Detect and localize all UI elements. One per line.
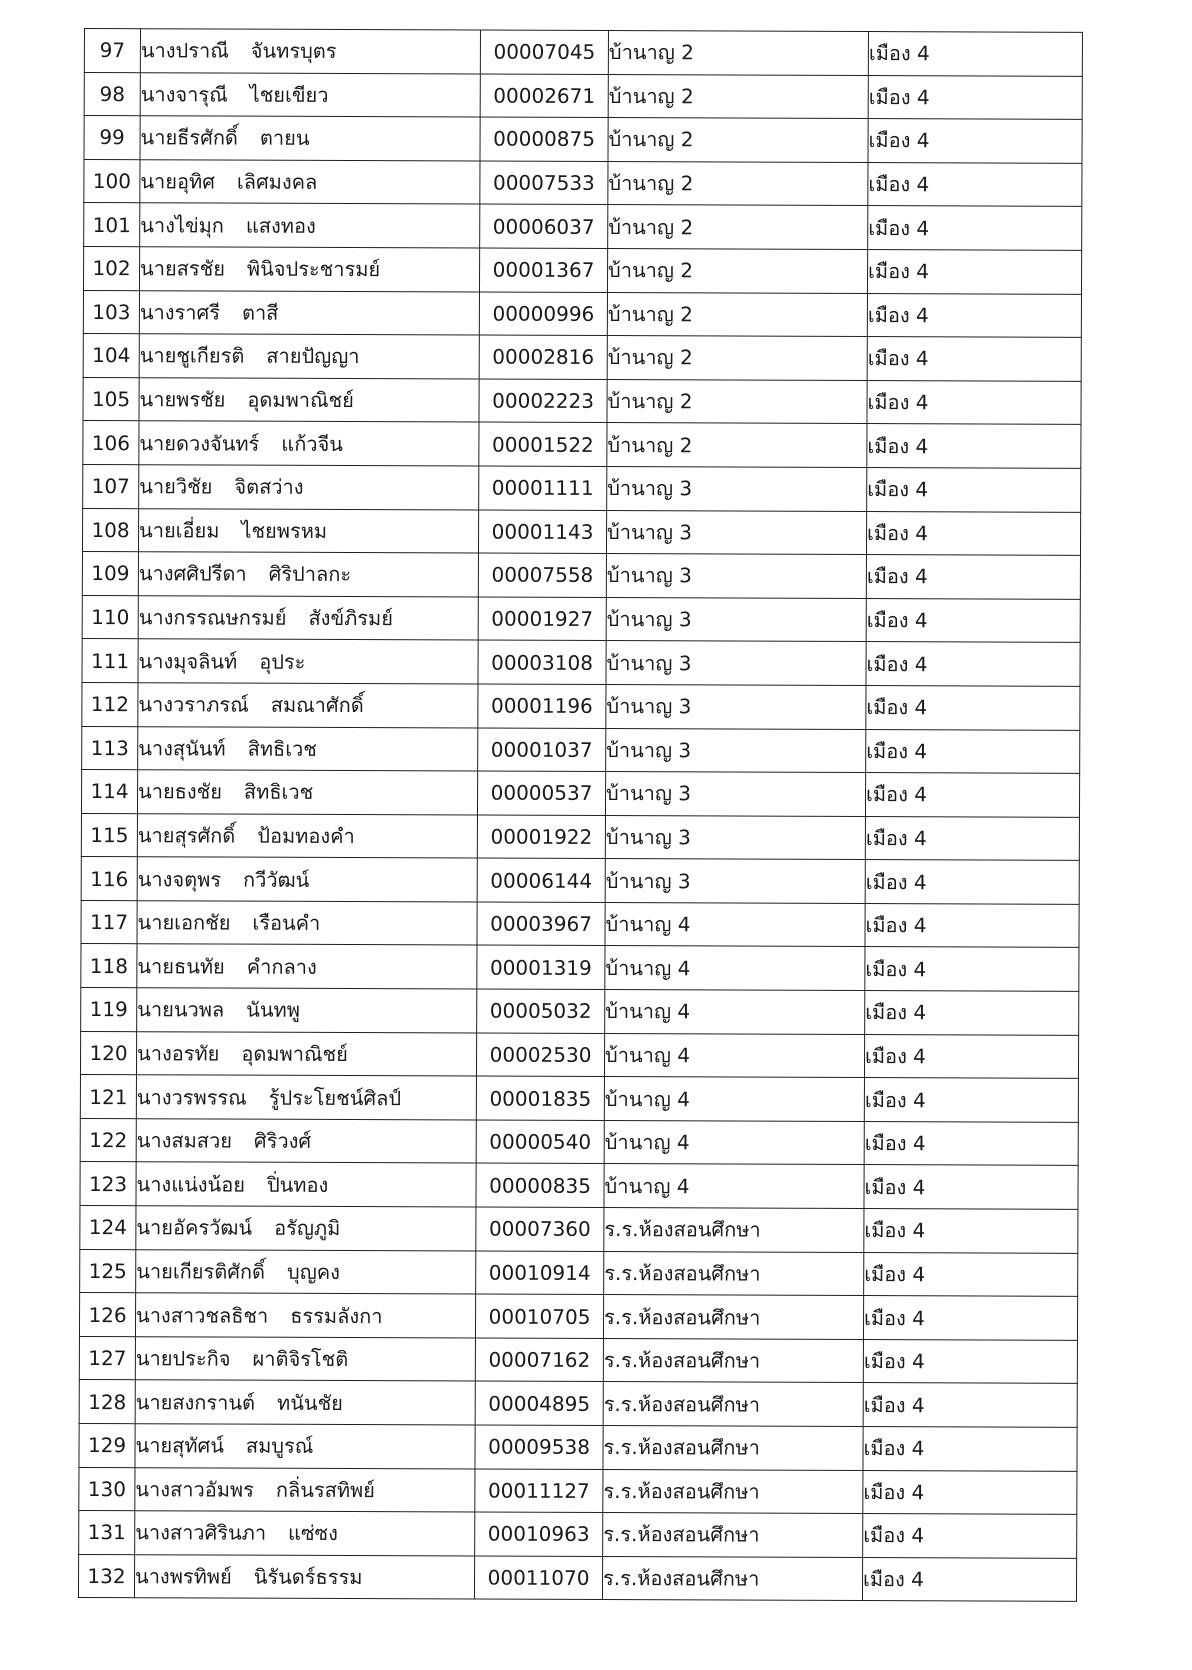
member-name [136, 1206, 476, 1251]
member-id: 00000540 [476, 1120, 604, 1164]
member-id: 00000537 [477, 771, 605, 815]
school-name: บ้านาญ 2 [607, 248, 867, 293]
member-id: 00010914 [476, 1251, 604, 1295]
member-first-name: นางสาวศิรินภา [135, 1520, 267, 1546]
school-name: บ้านาญ 3 [607, 466, 867, 511]
table-row [81, 857, 1079, 904]
member-first-name: นางแน่งน้อย [136, 1171, 246, 1197]
row-number: 126 [79, 1293, 135, 1337]
table-row [82, 726, 1080, 773]
member-first-name: นายดวงจันทร์ [139, 430, 260, 456]
district-name: เมือง 4 [863, 1427, 1077, 1471]
school-name: บ้านาญ 4 [604, 1033, 864, 1078]
school-name: ร.ร.ห้องสอนศึกษา [603, 1469, 863, 1514]
member-last-name: สมณาศักดิ์ [270, 692, 364, 718]
member-last-name: อุดมพาณิชย์ [247, 387, 354, 413]
school-name: บ้านาญ 3 [606, 510, 866, 555]
member-last-name: ผาติจิรโชติ [252, 1346, 349, 1372]
member-last-name: อุประ [259, 649, 306, 674]
member-id: 00007360 [476, 1207, 604, 1251]
table-row [81, 813, 1079, 860]
row-number: 106 [83, 421, 139, 465]
row-number: 113 [82, 726, 138, 770]
school-name: บ้านาญ 2 [607, 423, 867, 468]
district-name: เมือง 4 [862, 1557, 1076, 1601]
member-last-name: คำกลาง [246, 954, 317, 979]
district-name: เมือง 4 [865, 773, 1079, 817]
row-number: 129 [79, 1423, 135, 1467]
row-number: 109 [82, 552, 138, 596]
table-row [79, 1336, 1077, 1383]
school-name: บ้านาญ 2 [607, 379, 867, 424]
school-name: บ้านาญ 3 [605, 772, 865, 817]
district-name: เมือง 4 [867, 467, 1081, 511]
district-name: เมือง 4 [867, 293, 1081, 337]
member-last-name: จันทรบุตร [250, 38, 337, 64]
school-name: ร.ร.ห้องสอนศึกษา [603, 1382, 863, 1427]
table-row [82, 552, 1080, 599]
member-first-name: นายสุทัศน์ [135, 1433, 224, 1458]
member-name [136, 1075, 476, 1120]
district-name: เมือง 4 [866, 685, 1080, 729]
member-first-name: นายธงชัย [138, 779, 223, 804]
row-number: 108 [82, 508, 138, 552]
member-id: 00002671 [480, 74, 608, 118]
table-row [84, 203, 1082, 250]
row-number: 119 [81, 988, 137, 1032]
member-name [140, 159, 480, 204]
member-name [138, 595, 478, 640]
table-row [80, 1031, 1078, 1078]
member-last-name: กลิ่นรสทิพย์ [275, 1477, 375, 1503]
member-first-name: นายธีรศักดิ์ [140, 125, 238, 151]
row-number: 128 [79, 1380, 135, 1424]
member-first-name: นางสาวอัมพร [135, 1477, 254, 1502]
district-name: เมือง 4 [864, 1165, 1078, 1209]
school-name: บ้านาญ 3 [605, 859, 865, 904]
member-last-name: นิรันดร์ธรรม [253, 1564, 363, 1590]
table-row [82, 639, 1080, 686]
member-name [138, 639, 478, 684]
member-first-name: นางไข่มุก [140, 212, 224, 238]
row-number: 112 [82, 682, 138, 726]
member-last-name: พินิจประชารมย์ [246, 256, 381, 282]
row-number: 111 [82, 639, 138, 683]
row-number: 130 [79, 1467, 135, 1511]
school-name: บ้านาญ 2 [608, 205, 868, 250]
district-name: เมือง 4 [865, 903, 1079, 947]
row-number: 118 [81, 944, 137, 988]
member-first-name: นายประกิจ [135, 1346, 231, 1371]
school-name: บ้านาญ 2 [608, 74, 868, 119]
member-last-name: สายปัญญา [266, 344, 360, 369]
member-first-name: นางจตุพร [137, 866, 222, 892]
member-name [137, 770, 477, 815]
row-number: 99 [84, 116, 140, 160]
district-name: เมือง 4 [863, 1383, 1077, 1427]
table-row [84, 159, 1082, 206]
table-row [84, 29, 1082, 76]
member-id: 00001522 [479, 422, 607, 466]
member-last-name: ตาสี [241, 300, 279, 325]
member-last-name: อรัญภูมิ [274, 1216, 341, 1241]
table-row [81, 900, 1079, 947]
table-row [83, 421, 1081, 468]
table-row [80, 1206, 1078, 1253]
member-first-name: นางสาวชลธิชา [136, 1302, 269, 1328]
member-last-name: ศิริปาลกะ [268, 562, 352, 587]
member-name [135, 1337, 475, 1382]
member-id: 00000996 [479, 292, 607, 336]
member-first-name: นายชูเกียรติ [139, 343, 245, 369]
member-id: 00002816 [479, 335, 607, 379]
member-name [139, 334, 479, 379]
table-row [81, 988, 1079, 1035]
member-id: 00001037 [478, 728, 606, 772]
member-name [137, 988, 477, 1033]
member-name [135, 1293, 475, 1338]
row-number: 101 [84, 203, 140, 247]
member-roster-table [78, 28, 1083, 1602]
member-id: 00005032 [477, 989, 605, 1033]
member-name [139, 465, 479, 510]
member-name [136, 1249, 476, 1294]
member-id: 00002223 [479, 379, 607, 423]
member-last-name: แซ่ซง [288, 1521, 338, 1546]
member-first-name: นายเอกชัย [137, 910, 231, 935]
member-last-name: เลิศมงคล [236, 169, 318, 194]
member-last-name: สิทธิเวช [247, 736, 317, 761]
member-id: 00001367 [479, 248, 607, 292]
row-number: 115 [81, 813, 137, 857]
school-name: ร.ร.ห้องสอนศึกษา [603, 1295, 863, 1340]
district-name: เมือง 4 [865, 860, 1079, 904]
member-last-name: จิตสว่าง [234, 474, 304, 500]
table-row [83, 246, 1081, 293]
member-last-name: ไชยพรหม [241, 518, 328, 543]
member-id: 00007533 [480, 161, 608, 205]
member-first-name: นายอัครวัฒน์ [136, 1215, 253, 1240]
member-id: 00000835 [476, 1163, 604, 1207]
member-last-name: ศิริวงศ์ [253, 1128, 312, 1154]
table-row [84, 116, 1082, 163]
district-name: เมือง 4 [866, 511, 1080, 555]
member-last-name: บุญคง [286, 1259, 340, 1284]
table-row [83, 334, 1081, 381]
member-id: 00001196 [478, 684, 606, 728]
member-name [136, 1119, 476, 1164]
school-name: บ้านาญ 2 [608, 161, 868, 206]
row-number: 107 [83, 464, 139, 508]
row-number: 98 [84, 72, 140, 116]
school-name: บ้านาญ 3 [605, 815, 865, 860]
table-row [78, 1554, 1076, 1601]
member-name [138, 508, 478, 553]
member-id: 00007162 [475, 1338, 603, 1382]
member-first-name: นางอรทัย [137, 1041, 220, 1066]
member-last-name: กวีวัฒน์ [242, 867, 310, 892]
row-number: 123 [80, 1162, 136, 1206]
school-name: บ้านาญ 4 [605, 946, 865, 991]
row-number: 116 [81, 857, 137, 901]
member-first-name: นายสรชัย [140, 256, 225, 281]
member-name [139, 290, 479, 335]
table-row [79, 1467, 1077, 1514]
member-first-name: นางวรพรรณ [136, 1084, 247, 1110]
member-first-name: นายสุรศักดิ์ [137, 823, 236, 848]
district-name: เมือง 4 [865, 947, 1079, 991]
member-id: 00000875 [480, 117, 608, 161]
roster-table-body [78, 29, 1082, 1602]
school-name: ร.ร.ห้องสอนศึกษา [604, 1208, 864, 1253]
district-name: เมือง 4 [863, 1470, 1077, 1514]
member-last-name: ทนันชัย [277, 1390, 343, 1415]
table-row [80, 1075, 1078, 1122]
member-name [137, 813, 477, 858]
member-id: 00003967 [477, 902, 605, 946]
member-name [137, 857, 477, 902]
row-number: 104 [83, 334, 139, 378]
member-first-name: นางสุนันท์ [138, 736, 226, 761]
school-name: บ้านาญ 2 [608, 31, 868, 76]
member-name [140, 203, 480, 248]
school-name: บ้านาญ 3 [606, 684, 866, 729]
member-first-name: นางมุจลินท์ [138, 648, 238, 674]
district-name: เมือง 4 [866, 555, 1080, 599]
school-name: บ้านาญ 3 [606, 641, 866, 686]
member-last-name: สิทธิเวช [243, 780, 314, 805]
member-id: 00006144 [477, 858, 605, 902]
school-name: บ้านาญ 2 [607, 336, 867, 381]
row-number: 124 [80, 1206, 136, 1250]
district-name: เมือง 4 [867, 337, 1081, 381]
table-row [83, 290, 1081, 337]
member-id: 00002530 [476, 1033, 604, 1077]
member-name [139, 247, 479, 292]
member-id: 00010705 [475, 1294, 603, 1338]
member-id: 00010963 [475, 1512, 603, 1556]
district-name: เมือง 4 [866, 729, 1080, 773]
school-name: บ้านาญ 4 [604, 1077, 864, 1122]
member-id: 00007045 [480, 30, 608, 74]
table-row [79, 1423, 1077, 1470]
member-name [138, 683, 478, 728]
member-name [136, 1162, 476, 1207]
table-row [84, 72, 1082, 119]
district-name: เมือง 4 [868, 206, 1082, 250]
row-number: 120 [80, 1031, 136, 1075]
member-last-name: อุดมพาณิชย์ [241, 1041, 348, 1066]
member-name [138, 552, 478, 597]
member-name [135, 1467, 475, 1512]
member-id: 00001927 [478, 597, 606, 641]
member-first-name: นายสงกรานต์ [135, 1389, 256, 1415]
member-name [134, 1554, 474, 1599]
table-row [82, 595, 1080, 642]
district-name: เมือง 4 [863, 1339, 1077, 1383]
member-name [135, 1380, 475, 1425]
school-name: บ้านาญ 3 [606, 597, 866, 642]
member-name [138, 726, 478, 771]
member-last-name: นันทพู [246, 997, 300, 1023]
district-name: เมือง 4 [864, 1034, 1078, 1078]
member-last-name: ธรรมลังกา [290, 1303, 383, 1328]
district-name: เมือง 4 [867, 424, 1081, 468]
row-number: 125 [80, 1249, 136, 1293]
table-row [83, 377, 1081, 424]
row-number: 132 [78, 1554, 134, 1598]
member-id: 00007558 [478, 553, 606, 597]
member-first-name: นายเกียรติศักดิ์ [136, 1259, 266, 1284]
member-name [140, 72, 480, 117]
member-first-name: นายนวพล [137, 997, 225, 1022]
table-row [80, 1118, 1078, 1165]
member-id: 00001922 [477, 815, 605, 859]
member-last-name: ปิ่นทอง [266, 1172, 329, 1197]
row-number: 122 [80, 1118, 136, 1162]
member-last-name: รู้ประโยชน์ศิลป์ [268, 1085, 402, 1110]
member-id: 00011127 [475, 1469, 603, 1513]
row-number: 127 [79, 1336, 135, 1380]
school-name: บ้านาญ 4 [604, 1120, 864, 1165]
table-row [82, 682, 1080, 729]
table-row [83, 464, 1081, 511]
member-id: 00001143 [478, 510, 606, 554]
table-row [80, 1249, 1078, 1296]
table-row [79, 1511, 1077, 1558]
member-last-name: ป้อมทองคำ [257, 823, 355, 849]
row-number: 121 [80, 1075, 136, 1119]
member-last-name: เรือนคำ [252, 910, 321, 936]
row-number: 102 [83, 246, 139, 290]
member-name [140, 29, 480, 74]
district-name: เมือง 4 [864, 1252, 1078, 1296]
row-number: 105 [83, 377, 139, 421]
school-name: ร.ร.ห้องสอนศึกษา [603, 1513, 863, 1558]
member-id: 00011070 [474, 1556, 602, 1600]
member-id: 00003108 [478, 640, 606, 684]
school-name: บ้านาญ 3 [606, 728, 866, 773]
row-number: 103 [83, 290, 139, 334]
table-row [81, 770, 1079, 817]
row-number: 97 [84, 29, 140, 73]
district-name: เมือง 4 [868, 75, 1082, 119]
member-first-name: นายอุทิศ [140, 169, 215, 194]
member-first-name: นางราศรี [139, 300, 221, 325]
school-name: ร.ร.ห้องสอนศึกษา [602, 1556, 862, 1601]
member-name [135, 1511, 475, 1556]
school-name: บ้านาญ 3 [606, 554, 866, 599]
member-last-name: แก้วจีน [281, 431, 343, 456]
member-last-name: ตายน [259, 126, 310, 151]
district-name: เมือง 4 [863, 1296, 1077, 1340]
district-name: เมือง 4 [868, 32, 1082, 76]
member-name [140, 116, 480, 161]
member-first-name: นางกรรณษกรมย์ [138, 605, 287, 630]
school-name: ร.ร.ห้องสอนศึกษา [603, 1338, 863, 1383]
table-row [82, 508, 1080, 555]
member-id: 00001835 [476, 1076, 604, 1120]
member-name [136, 1031, 476, 1076]
member-id: 00004895 [475, 1381, 603, 1425]
row-number: 117 [81, 900, 137, 944]
member-first-name: นางพรทิพย์ [135, 1564, 232, 1589]
member-last-name: สังข์ภิรมย์ [308, 605, 394, 631]
table-row [79, 1380, 1077, 1427]
member-last-name: สมบูรณ์ [245, 1433, 314, 1459]
school-name: ร.ร.ห้องสอนศึกษา [603, 1426, 863, 1471]
member-name [139, 377, 479, 422]
table-row [80, 1162, 1078, 1209]
member-id: 00006037 [480, 204, 608, 248]
row-number: 100 [84, 159, 140, 203]
school-name: บ้านาญ 4 [604, 1164, 864, 1209]
member-first-name: นางจารุณี [140, 82, 228, 107]
district-name: เมือง 4 [867, 249, 1081, 293]
district-name: เมือง 4 [864, 1121, 1078, 1165]
table-row [79, 1293, 1077, 1340]
member-name [137, 944, 477, 989]
member-id: 00001319 [477, 945, 605, 989]
member-id: 00009538 [475, 1425, 603, 1469]
school-name: บ้านาญ 4 [605, 990, 865, 1035]
member-first-name: นางสมสวย [136, 1128, 232, 1153]
district-name: เมือง 4 [863, 1514, 1077, 1558]
member-name [135, 1424, 475, 1469]
district-name: เมือง 4 [868, 162, 1082, 206]
district-name: เมือง 4 [864, 1078, 1078, 1122]
member-first-name: นางศศิปรีดา [138, 561, 247, 587]
school-name: ร.ร.ห้องสอนศึกษา [604, 1251, 864, 1296]
school-name: บ้านาญ 2 [607, 292, 867, 337]
member-last-name: แสงทอง [245, 213, 316, 238]
district-name: เมือง 4 [867, 380, 1081, 424]
member-name [137, 901, 477, 946]
member-last-name: ไชยเขียว [249, 82, 329, 107]
district-name: เมือง 4 [865, 816, 1079, 860]
district-name: เมือง 4 [865, 991, 1079, 1035]
roster-table-wrapper [78, 28, 1082, 1602]
row-number: 114 [81, 770, 137, 814]
row-number: 110 [82, 595, 138, 639]
member-id: 00001111 [479, 466, 607, 510]
district-name: เมือง 4 [866, 642, 1080, 686]
member-first-name: นายเอี่ยม [139, 518, 220, 543]
district-name: เมือง 4 [864, 1209, 1078, 1253]
table-row [81, 944, 1079, 991]
member-first-name: นางปราณี [140, 38, 229, 63]
member-first-name: นางวราภรณ์ [138, 692, 249, 717]
member-first-name: นายธนทัย [137, 953, 225, 979]
member-first-name: นายพรชัย [139, 387, 226, 412]
row-number: 131 [79, 1511, 135, 1555]
member-first-name: นายวิชัย [139, 474, 213, 499]
school-name: บ้านาญ 2 [608, 118, 868, 163]
district-name: เมือง 4 [866, 598, 1080, 642]
member-name [139, 421, 479, 466]
district-name: เมือง 4 [868, 119, 1082, 163]
school-name: บ้านาญ 4 [605, 902, 865, 947]
